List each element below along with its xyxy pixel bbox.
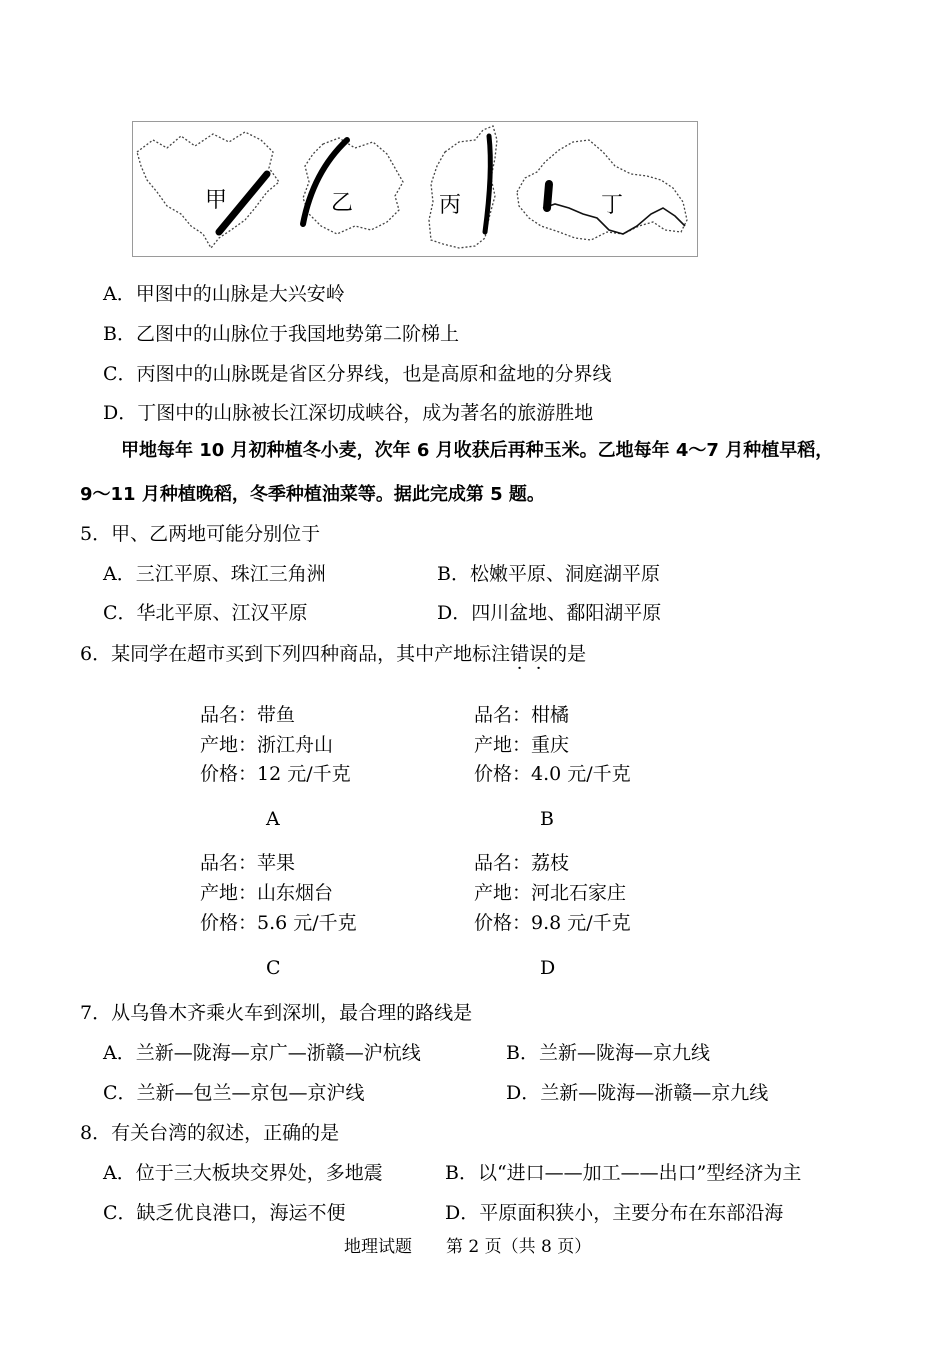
map-label-yi: 乙 bbox=[331, 191, 354, 216]
q8-stem: 8．有关台湾的叙述，正确的是 bbox=[80, 1122, 340, 1144]
product-a-origin: 产地：浙江舟山 bbox=[200, 734, 334, 756]
product-c-price: 价格：5.6 元/千克 bbox=[200, 912, 357, 934]
q4-option-c: C．丙图中的山脉既是省区分界线，也是高原和盆地的分界线 bbox=[103, 363, 612, 385]
product-c-name: 品名：苹果 bbox=[200, 852, 296, 874]
product-b-letter: B bbox=[540, 808, 554, 830]
passage-line-1: 甲地每年 10 月初种植冬小麦，次年 6 月收获后再种玉米。乙地每年 4～7 月种植早稻， bbox=[121, 440, 834, 461]
q8-option-b: B．以“进口——加工——出口”型经济为主 bbox=[445, 1162, 802, 1184]
q4-option-a: A．甲图中的山脉是大兴安岭 bbox=[103, 283, 345, 305]
product-c-letter: C bbox=[266, 957, 281, 979]
q7-option-d: D．兰新—陇海—浙赣—京九线 bbox=[506, 1082, 769, 1104]
map-label-ding: 丁 bbox=[601, 193, 624, 218]
outline-yi bbox=[303, 138, 403, 234]
mountain-range-bing bbox=[485, 136, 490, 232]
outline-ding bbox=[517, 140, 687, 240]
province-outlines bbox=[133, 122, 697, 256]
product-b-name: 品名：柑橘 bbox=[474, 704, 570, 726]
product-a-letter: A bbox=[266, 808, 280, 830]
map-label-bing: 丙 bbox=[439, 193, 462, 218]
q4-option-d: D．丁图中的山脉被长江深切成峡谷，成为著名的旅游胜地 bbox=[103, 402, 594, 424]
q4-option-b: B．乙图中的山脉位于我国地势第二阶梯上 bbox=[103, 323, 459, 345]
mountain-range-ding bbox=[547, 184, 549, 208]
map-label-jia: 甲 bbox=[205, 188, 228, 213]
q7-stem: 7．从乌鲁木齐乘火车到深圳，最合理的路线是 bbox=[80, 1002, 473, 1024]
product-b-origin: 产地：重庆 bbox=[474, 734, 570, 756]
product-a-name: 品名：带鱼 bbox=[200, 704, 296, 726]
page-footer: 地理试题 第 2 页（共 8 页） bbox=[344, 1237, 592, 1257]
product-b-price: 价格：4.0 元/千克 bbox=[474, 763, 631, 785]
q8-option-c: C．缺乏优良港口，海运不便 bbox=[103, 1202, 346, 1224]
q5-stem: 5．甲、乙两地可能分别位于 bbox=[80, 523, 321, 545]
q6-stem-prefix: 6．某同学在超市买到下列四种商品，其中产地标注 bbox=[80, 643, 511, 665]
q6-stem-suffix: 的是 bbox=[548, 643, 587, 665]
q5-option-d: D．四川盆地、鄱阳湖平原 bbox=[437, 602, 662, 624]
product-a-price: 价格：12 元/千克 bbox=[200, 763, 351, 785]
product-d-letter: D bbox=[540, 957, 556, 979]
product-d-origin: 产地：河北石家庄 bbox=[474, 882, 627, 904]
q8-option-a: A．位于三大板块交界处，多地震 bbox=[103, 1162, 383, 1184]
passage-line-2: 9～11 月种植晚稻，冬季种植油菜等。据此完成第 5 题。 bbox=[80, 484, 545, 505]
q7-option-c: C．兰新—包兰—京包—京沪线 bbox=[103, 1082, 365, 1104]
q6-stem bbox=[80, 645, 586, 664]
product-d-name: 品名：荔枝 bbox=[474, 852, 570, 874]
mountain-maps-figure bbox=[132, 121, 698, 257]
q5-option-a: A．三江平原、珠江三角洲 bbox=[103, 563, 326, 585]
q5-option-c: C．华北平原、江汉平原 bbox=[103, 602, 308, 624]
q7-option-a: A．兰新—陇海—京广—浙赣—沪杭线 bbox=[103, 1042, 421, 1064]
product-c-origin: 产地：山东烟台 bbox=[200, 882, 334, 904]
q7-option-b: B．兰新—陇海—京九线 bbox=[506, 1042, 710, 1064]
q5-option-b: B．松嫩平原、洞庭湖平原 bbox=[437, 563, 660, 585]
q6-emphasis-2: 误 bbox=[529, 643, 549, 665]
q8-option-d: D．平原面积狭小，主要分布在东部沿海 bbox=[445, 1202, 784, 1224]
q6-emphasis-1: 错 bbox=[510, 643, 530, 665]
product-d-price: 价格：9.8 元/千克 bbox=[474, 912, 631, 934]
